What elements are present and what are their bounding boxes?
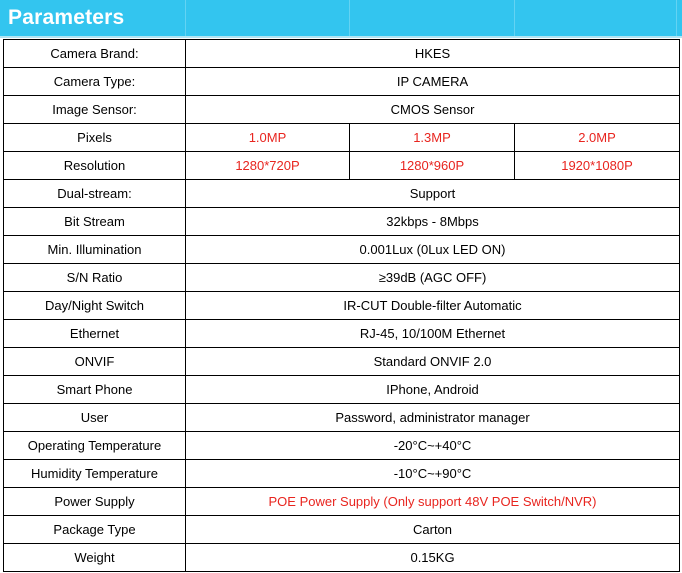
row-label: Ethernet bbox=[4, 320, 186, 348]
row-label: ONVIF bbox=[4, 348, 186, 376]
row-label: Bit Stream bbox=[4, 208, 186, 236]
row-label: Camera Brand: bbox=[4, 40, 186, 68]
row-image-sensor bbox=[4, 96, 680, 124]
row-value: RJ-45, 10/100M Ethernet bbox=[186, 320, 680, 348]
header-gridline bbox=[514, 0, 515, 36]
row-label: Min. Illumination bbox=[4, 236, 186, 264]
row-humidity-temperature bbox=[4, 460, 680, 488]
row-value: -10°C~+90°C bbox=[186, 460, 680, 488]
row-onvif bbox=[4, 348, 680, 376]
row-value: Carton bbox=[186, 516, 680, 544]
row-label: S/N Ratio bbox=[4, 264, 186, 292]
row-smart-phone bbox=[4, 376, 680, 404]
row-day-night-switch bbox=[4, 292, 680, 320]
row-label: Pixels bbox=[4, 124, 186, 152]
row-label: Humidity Temperature bbox=[4, 460, 186, 488]
row-value: 0.001Lux (0Lux LED ON) bbox=[186, 236, 680, 264]
pixels-option: 1.3MP bbox=[350, 124, 515, 152]
row-pixels bbox=[4, 124, 680, 152]
row-min-illumination bbox=[4, 236, 680, 264]
row-value: IP CAMERA bbox=[186, 68, 680, 96]
section-title: Parameters bbox=[8, 6, 125, 29]
row-value: Support bbox=[186, 180, 680, 208]
row-label: User bbox=[4, 404, 186, 432]
row-label: Smart Phone bbox=[4, 376, 186, 404]
row-value: Standard ONVIF 2.0 bbox=[186, 348, 680, 376]
row-user bbox=[4, 404, 680, 432]
row-weight bbox=[4, 544, 680, 572]
row-label: Day/Night Switch bbox=[4, 292, 186, 320]
row-value: IR-CUT Double-filter Automatic bbox=[186, 292, 680, 320]
row-resolution bbox=[4, 152, 680, 180]
row-power-supply bbox=[4, 488, 680, 516]
row-value: 32kbps - 8Mbps bbox=[186, 208, 680, 236]
row-value: ≥39dB (AGC OFF) bbox=[186, 264, 680, 292]
row-sn-ratio bbox=[4, 264, 680, 292]
row-value: 0.15KG bbox=[186, 544, 680, 572]
pixels-option: 1.0MP bbox=[186, 124, 350, 152]
row-label: Package Type bbox=[4, 516, 186, 544]
row-value: IPhone, Android bbox=[186, 376, 680, 404]
row-label: Power Supply bbox=[4, 488, 186, 516]
row-dual-stream bbox=[4, 180, 680, 208]
row-label: Weight bbox=[4, 544, 186, 572]
resolution-option: 1280*720P bbox=[186, 152, 350, 180]
resolution-option: 1280*960P bbox=[350, 152, 515, 180]
row-package-type bbox=[4, 516, 680, 544]
row-value: POE Power Supply (Only support 48V POE Switch/NVR) bbox=[186, 488, 680, 516]
parameters-header bbox=[0, 0, 682, 38]
row-value: CMOS Sensor bbox=[186, 96, 680, 124]
row-label: Resolution bbox=[4, 152, 186, 180]
row-value: HKES bbox=[186, 40, 680, 68]
header-gridline bbox=[676, 0, 677, 36]
row-label: Operating Temperature bbox=[4, 432, 186, 460]
pixels-option: 2.0MP bbox=[515, 124, 680, 152]
row-operating-temperature bbox=[4, 432, 680, 460]
row-label: Image Sensor: bbox=[4, 96, 186, 124]
resolution-option: 1920*1080P bbox=[515, 152, 680, 180]
row-bit-stream bbox=[4, 208, 680, 236]
row-value: Password, administrator manager bbox=[186, 404, 680, 432]
row-value: -20°C~+40°C bbox=[186, 432, 680, 460]
row-camera-brand bbox=[4, 40, 680, 68]
parameters-table bbox=[3, 39, 680, 572]
row-ethernet bbox=[4, 320, 680, 348]
row-camera-type bbox=[4, 68, 680, 96]
row-label: Camera Type: bbox=[4, 68, 186, 96]
row-label: Dual-stream: bbox=[4, 180, 186, 208]
header-gridline bbox=[185, 0, 186, 36]
header-gridline bbox=[349, 0, 350, 36]
